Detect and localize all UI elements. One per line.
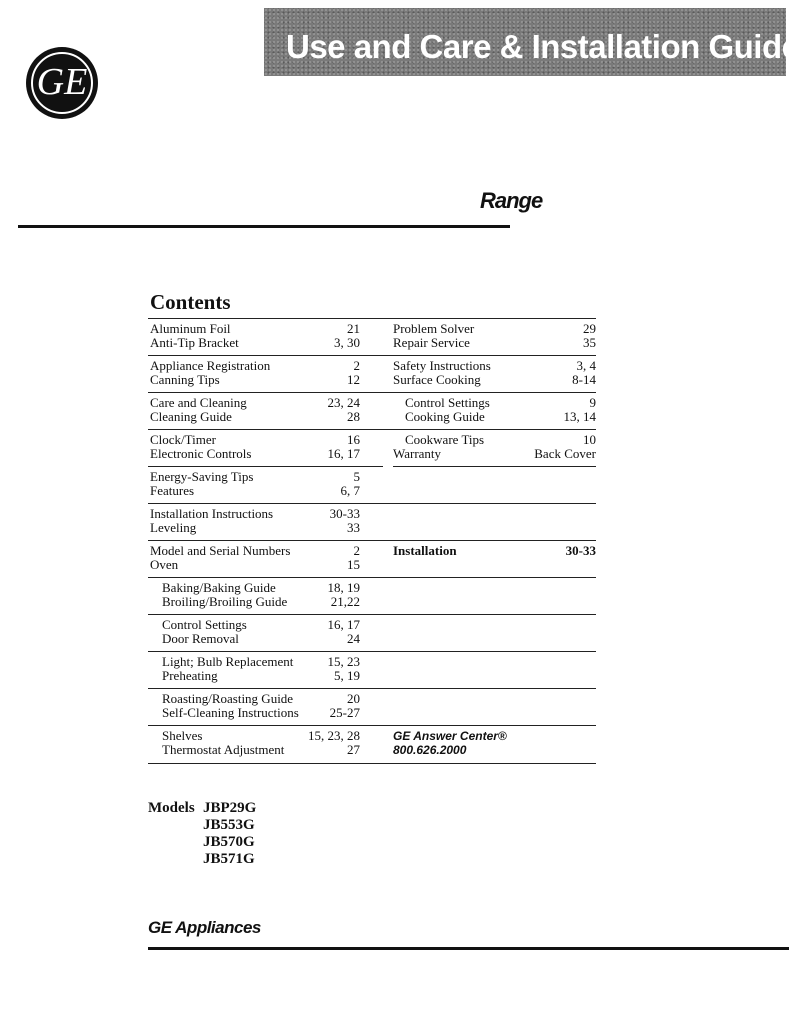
toc-group: [148, 540, 596, 572]
toc-entry: [393, 359, 596, 373]
toc-entry-page: 15: [347, 557, 360, 572]
toc-entry-page: 16, 17: [327, 446, 360, 461]
toc-entry: [150, 410, 360, 424]
toc-entry-page: 16, 17: [327, 617, 360, 632]
toc-entry-page: 15, 23, 28: [308, 728, 360, 743]
toc-group: [148, 466, 383, 498]
toc-entry-label: Features: [150, 483, 195, 498]
toc-entry: [393, 544, 596, 558]
models-block: [148, 800, 257, 867]
toc-entry: [393, 433, 596, 447]
toc-entry-label: Cleaning Guide: [150, 409, 232, 424]
toc-entry-page: 12: [347, 372, 360, 387]
toc-entry: [150, 692, 360, 706]
toc-divider: [393, 466, 596, 467]
guide-title: Use and Care & Installation Guide: [286, 28, 800, 65]
toc-entry-label: Safety Instructions: [393, 358, 491, 373]
toc-entry: [150, 396, 360, 410]
toc-entry: [150, 484, 360, 498]
toc-entry-label: Canning Tips: [150, 372, 220, 387]
toc-entry-page: 5, 19: [334, 668, 360, 683]
toc-group: [148, 688, 596, 720]
contents-heading: Contents: [150, 290, 231, 314]
models-label: Models: [148, 800, 195, 816]
toc-entry-label: Control Settings: [162, 617, 247, 632]
toc-entry: [150, 669, 360, 683]
toc-entry-label: Light; Bulb Replacement: [162, 654, 294, 669]
toc-entry: [393, 396, 596, 410]
toc-group: [148, 725, 596, 764]
toc-entry-page: 25-27: [329, 705, 360, 720]
toc-entry-page: 28: [347, 409, 360, 424]
toc-entry-label: Thermostat Adjustment: [162, 742, 285, 757]
toc-entry: [150, 618, 360, 632]
toc-group: [148, 318, 596, 350]
toc-entry-label: Appliance Registration: [150, 358, 271, 373]
toc-entry: [150, 336, 360, 350]
toc-entry-label: Aluminum Foil: [150, 321, 231, 336]
toc-entry-page: 21,22: [330, 594, 360, 609]
toc-entry: [150, 558, 360, 572]
logo-monogram: GE: [36, 61, 88, 103]
toc-group: [148, 392, 596, 424]
toc-entry-page: 18, 19: [327, 580, 360, 595]
toc-entry-label: Cookware Tips: [405, 432, 485, 447]
toc-entry-label: Problem Solver: [393, 321, 475, 336]
toc-entry: [150, 706, 360, 720]
toc-entry: [150, 322, 360, 336]
toc-entry-page: 6, 7: [340, 483, 360, 498]
toc-entry: [150, 373, 360, 387]
model-number: JB571G: [203, 851, 255, 867]
toc-entry-page: 15, 23: [327, 654, 360, 669]
toc-entry-label: Model and Serial Numbers: [150, 543, 291, 558]
toc-entry-page: 16: [347, 432, 360, 447]
model-number: JB570G: [203, 834, 255, 850]
toc-group: [148, 614, 596, 646]
toc-entry-label: Installation Instructions: [150, 506, 274, 521]
toc-entry-label: Warranty: [393, 446, 442, 461]
toc-entry: [393, 410, 596, 424]
toc-entry-label: Installation: [393, 543, 457, 558]
toc-entry-label: Self-Cleaning Instructions: [162, 705, 299, 720]
toc-group: [148, 429, 596, 461]
toc-entry-page: 9: [589, 395, 596, 410]
brand-name: GE Appliances: [148, 918, 261, 937]
toc-entry: [150, 743, 360, 757]
toc-entry-page: 30-33: [565, 543, 596, 558]
toc-entry-page: 23, 24: [327, 395, 360, 410]
toc-entry: [393, 322, 596, 336]
toc-entry-page: 10: [583, 432, 596, 447]
toc-entry-label: Shelves: [162, 728, 203, 743]
toc-entry-page: 3, 4: [576, 358, 596, 373]
toc-group: [148, 355, 596, 387]
footer-divider: [148, 947, 789, 950]
toc-entry-page: 8-14: [572, 372, 596, 387]
toc-entry: [150, 581, 360, 595]
toc-group: [148, 651, 596, 683]
toc-entry-label: Preheating: [162, 668, 218, 683]
toc-entry: [150, 595, 360, 609]
toc-entry-page: 30-33: [329, 506, 360, 521]
toc-entry-label: Electronic Controls: [150, 446, 252, 461]
toc-entry-page: 21: [347, 321, 360, 336]
toc-entry-label: Clock/Timer: [150, 432, 216, 447]
toc-entry: [150, 521, 360, 535]
toc-entry-label: Broiling/Broiling Guide: [162, 594, 288, 609]
toc-entry-label: Energy-Saving Tips: [150, 469, 254, 484]
toc-entry-label: Baking/Baking Guide: [162, 580, 276, 595]
answer-center-number: 800.626.2000: [393, 743, 467, 757]
ge-logo-icon: [26, 47, 98, 119]
toc-entry: [150, 729, 360, 743]
toc-entry-page: 27: [347, 742, 360, 757]
toc-entry-label: Anti-Tip Bracket: [150, 335, 239, 350]
toc-entry: [150, 447, 360, 461]
header-divider: [18, 225, 510, 228]
model-number: JBP29G: [203, 800, 257, 816]
toc-entry-label: Surface Cooking: [393, 372, 481, 387]
toc-entry-label: Care and Cleaning: [150, 395, 247, 410]
toc-entry-page: 5: [353, 469, 360, 484]
toc-entry-label: Roasting/Roasting Guide: [162, 691, 294, 706]
toc-entry: [150, 544, 360, 558]
toc-entry-page: 2: [353, 358, 360, 373]
toc-entry-label: Repair Service: [393, 335, 470, 350]
toc-entry: [150, 655, 360, 669]
toc-entry-page: 3, 30: [334, 335, 360, 350]
toc-entry-page: 35: [583, 335, 596, 350]
toc-entry: [150, 359, 360, 373]
answer-center-label: [393, 729, 596, 743]
toc-entry: [393, 336, 596, 350]
toc-entry: [150, 433, 360, 447]
toc-entry-label: Door Removal: [162, 631, 239, 646]
toc-entry: [150, 470, 360, 484]
toc-entry-label: Oven: [150, 557, 179, 572]
toc-group: [148, 577, 596, 609]
toc-entry-label: Control Settings: [405, 395, 490, 410]
toc-entry-label: Leveling: [150, 520, 197, 535]
toc-entry-page: 20: [347, 691, 360, 706]
toc-entry-page: 2: [353, 543, 360, 558]
toc-entry-page: 24: [347, 631, 360, 646]
toc-entry-page: 29: [583, 321, 596, 336]
toc-entry: [150, 632, 360, 646]
model-number: JB553G: [203, 817, 255, 833]
toc-entry: [393, 373, 596, 387]
toc-entry-page: Back Cover: [534, 446, 596, 461]
toc-entry: [393, 447, 596, 461]
answer-center-text: GE Answer Center®: [393, 729, 507, 743]
answer-center-phone: [393, 743, 596, 757]
toc-group: [148, 503, 596, 535]
product-name: Range: [480, 188, 543, 213]
toc-entry-label: Cooking Guide: [405, 409, 485, 424]
toc-entry-page: 13, 14: [563, 409, 596, 424]
toc-entry-page: 33: [347, 520, 360, 535]
toc-entry: [150, 507, 360, 521]
